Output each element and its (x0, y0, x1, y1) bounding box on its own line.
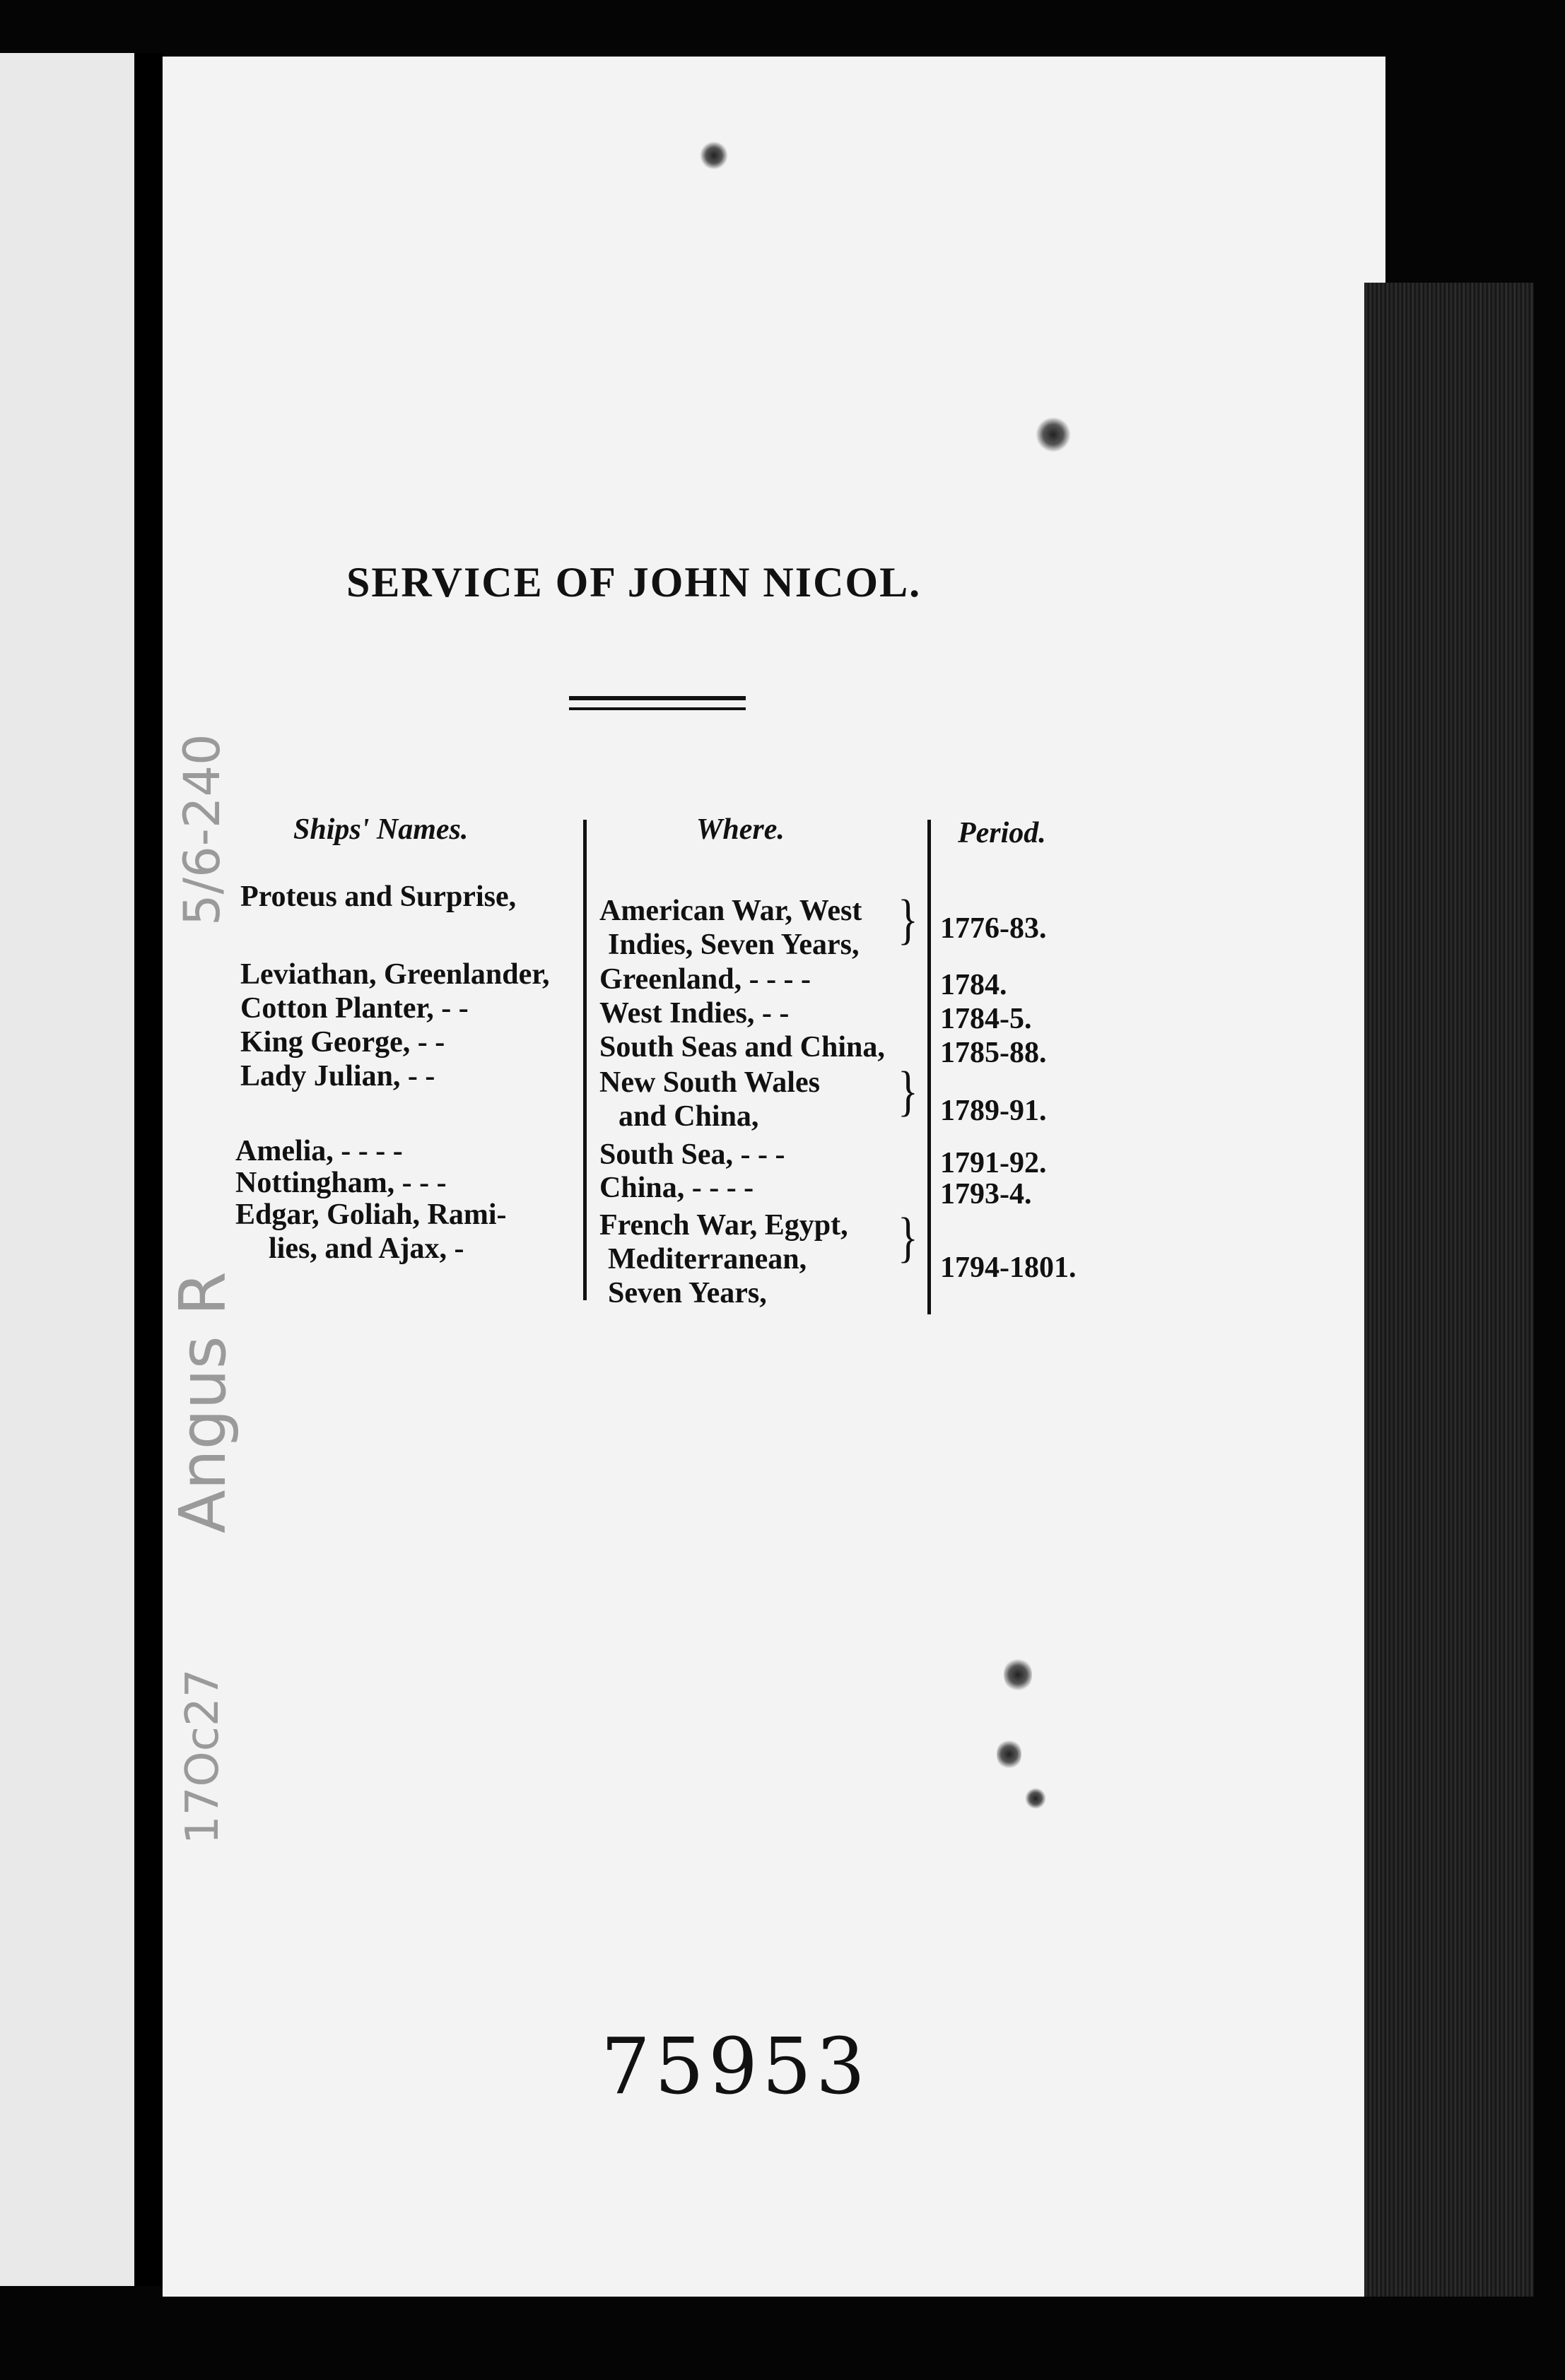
gutter (134, 53, 163, 2286)
service-location: South Sea, - - - (599, 1138, 785, 1171)
service-location: New South Wales (599, 1066, 820, 1099)
service-period: 1793-4. (940, 1178, 1032, 1210)
brace: } (898, 1061, 918, 1121)
service-location: Mediterranean, (608, 1243, 807, 1276)
ink-spot (1004, 1657, 1032, 1692)
service-period: 1794-1801. (940, 1251, 1077, 1284)
service-location: French War, Egypt, (599, 1209, 848, 1242)
ship-name: Lady Julian, - - (240, 1060, 435, 1092)
ship-name: Leviathan, Greenlander, (240, 958, 550, 991)
service-period: 1784-5. (940, 1003, 1032, 1035)
ship-name: King George, - - (240, 1026, 445, 1059)
ink-spot (700, 141, 728, 170)
ship-name: Edgar, Goliah, Rami- (235, 1198, 507, 1231)
page-title: SERVICE OF JOHN NICOL. (346, 559, 922, 606)
handwritten-annotation: Angus R (166, 1271, 240, 1533)
service-location: Greenland, - - - - (599, 963, 811, 996)
service-period: 1784. (940, 969, 1007, 1001)
header-ships: Ships' Names. (293, 813, 469, 846)
ink-spot (1025, 1788, 1046, 1809)
ship-name: Amelia, - - - - (235, 1135, 403, 1167)
column-divider (927, 820, 931, 1314)
service-location: American War, West (599, 895, 862, 927)
column-divider (583, 820, 587, 1300)
service-location: West Indies, - - (599, 997, 790, 1030)
service-period: 1776-83. (940, 912, 1047, 945)
ink-spot (1036, 417, 1071, 452)
page-edge (1364, 283, 1534, 2297)
header-period: Period. (958, 817, 1046, 849)
service-location: Seven Years, (608, 1277, 767, 1309)
date-annotation: 17Oc27 (177, 1668, 229, 1844)
service-location: and China, (619, 1100, 759, 1133)
shelfmark-annotation: 5/6-240 (173, 734, 231, 926)
left-facing-page (0, 53, 148, 2286)
ship-name: Nottingham, - - - (235, 1167, 447, 1199)
header-where: Where. (696, 813, 785, 846)
service-location: Indies, Seven Years, (608, 929, 860, 961)
service-location: China, - - - - (599, 1172, 754, 1204)
brace: } (898, 1207, 918, 1268)
ship-name: lies, and Ajax, - (269, 1232, 464, 1265)
brace: } (898, 889, 918, 950)
title-rule (569, 696, 746, 710)
ship-name: Proteus and Surprise, (240, 880, 517, 913)
service-period: 1789-91. (940, 1095, 1047, 1127)
service-period: 1791-92. (940, 1147, 1047, 1179)
accession-number: 75953 (601, 2021, 869, 2111)
service-period: 1785-88. (940, 1037, 1047, 1069)
ship-name: Cotton Planter, - - (240, 992, 469, 1025)
ink-spot (997, 1738, 1021, 1770)
service-location: South Seas and China, (599, 1031, 885, 1064)
